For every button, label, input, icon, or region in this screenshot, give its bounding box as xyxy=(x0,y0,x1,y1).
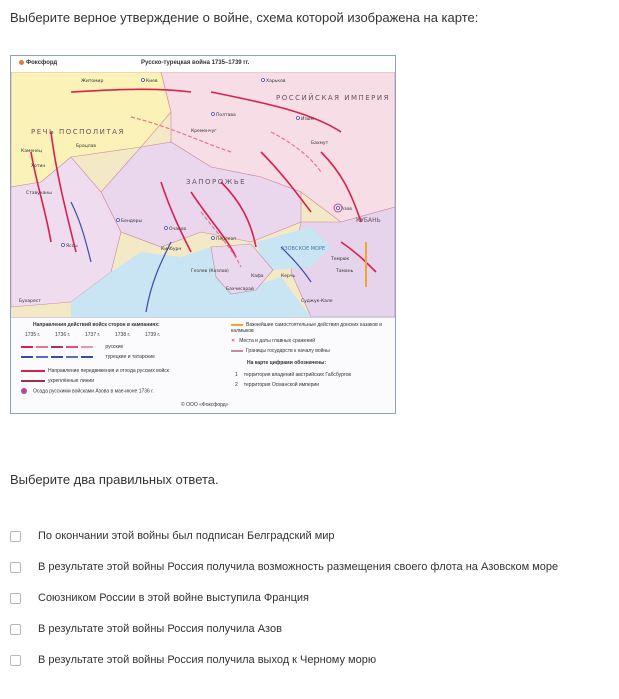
label-rzech: РЕЧЬ ПОСПОЛИТАЯ xyxy=(31,128,125,136)
legend-year-2: 1736 г. xyxy=(55,332,71,338)
answer-option-5[interactable] xyxy=(10,651,376,669)
answer-option-label: В результате этой войны Россия получила возможность размещения своего флота на Азовском море xyxy=(38,561,559,573)
legend-directions: Направления действий войск сторон в кампаниях: xyxy=(33,322,160,328)
label-perekop: Перекоп xyxy=(216,237,237,242)
map-legend: Направления действий войск сторон в кампаниях: 1735 г. 1736 г. 1737 г. 1738 г. 1739 г. русские турецкие и татарские Направление передвижения и отхода русских войск укреплённые линии Осада русскими войсками Азова в мае-июне 1736 г. Важнейшие самостоятельные действия донских казаков и калмыков ✕ Места и даты главных сражений Границы государств к началу войны На карте цифрами обозначены: 1 территория владений австрийских Габсбургов 2 территория Османской империи © ООО «Фоксфорд» xyxy=(11,317,395,414)
legend-battles: Места и даты главных сражений xyxy=(239,338,315,344)
brand-logo-icon xyxy=(19,60,24,65)
legend-swatch-1738 xyxy=(66,346,78,348)
label-kaffa: Кафа xyxy=(251,274,264,279)
legend-russian: русские xyxy=(105,344,124,350)
legend-copyright: © ООО «Фоксфорд» xyxy=(181,402,229,408)
label-sudzhuk: Суджук-Кале xyxy=(301,299,333,304)
label-zhitomir: Житомир xyxy=(81,79,104,84)
label-yassy: Яссы xyxy=(66,244,78,249)
answer-option-4[interactable] xyxy=(10,620,282,638)
label-zaporozhye: ЗАПОРОЖЬЕ xyxy=(186,178,247,186)
answer-option-label: По окончании этой войны был подписан Белградский мир xyxy=(38,530,335,542)
answer-option-label: В результате этой войны Россия получила Азов xyxy=(38,623,282,635)
legend-year-1: 1735 г. xyxy=(25,332,41,338)
legend-cossacks: Важнейшие самостоятельные действия донских казаков и калмыков xyxy=(231,322,383,334)
legend-turkish: турецкие и татарские xyxy=(105,354,155,360)
answer-option-label: В результате этой войны Россия получила выход к Черному морю xyxy=(38,654,377,666)
label-azov-sea: АЗОВСКОЕ МОРЕ xyxy=(281,246,326,252)
label-bucharest: Бухарест xyxy=(19,299,41,304)
historical-map xyxy=(10,55,396,414)
answer-option-3[interactable] xyxy=(10,589,309,607)
battle-cross-icon: ✕ xyxy=(231,338,236,344)
answer-option-2[interactable] xyxy=(10,558,558,576)
legend-swatch-1736 xyxy=(36,346,48,348)
map-brand: Фоксфорд xyxy=(19,60,57,66)
label-stavuchany: Ставучаны xyxy=(26,191,52,196)
legend-swatch-1735 xyxy=(21,346,33,348)
label-gezlev: Гезлев (Козлов) xyxy=(191,269,229,274)
answer-option-1[interactable] xyxy=(10,527,335,545)
legend-siege: Осада русскими войсками Азова в мае-июне 1736 г. xyxy=(33,388,154,395)
label-kharkov: Харьков xyxy=(266,79,286,84)
answer-option-label: Союзником России в этой войне выступила Франция xyxy=(38,592,309,604)
label-bender: Бендеры xyxy=(121,219,143,224)
answer-checkbox[interactable] xyxy=(10,624,21,635)
label-temryuk: Темрюк xyxy=(331,257,350,262)
answer-checkbox[interactable] xyxy=(10,562,21,573)
legend-year-3: 1737 г. xyxy=(85,332,101,338)
label-bakhchisaray: Бахчисарай xyxy=(226,287,254,292)
map-svg xyxy=(11,72,395,317)
label-russian-empire: РОССИЙСКАЯ ИМПЕРИЯ xyxy=(276,94,390,102)
legend-numbers-title: На карте цифрами обозначены: xyxy=(247,360,327,366)
legend-turkish-swatch xyxy=(21,356,33,358)
legend-swatch-1737 xyxy=(51,346,63,348)
legend-siege-icon xyxy=(21,388,27,394)
answer-instruction: Выберите два правильных ответа. xyxy=(10,472,219,487)
legend-year-4: 1738 г. xyxy=(115,332,131,338)
legend-swatch-1739 xyxy=(81,346,93,348)
label-kremenchug: Кременчуг xyxy=(191,129,217,134)
legend-year-5: 1739 г. xyxy=(145,332,161,338)
label-kerch: Керчь xyxy=(281,274,296,279)
question-text: Выберите верное утверждение о войне, схема которой изображена на карте: xyxy=(10,10,479,25)
legend-fort-line: укреплённые линии xyxy=(48,378,94,384)
map-title: Русско-турецкая война 1735–1739 гг. xyxy=(141,60,250,66)
label-kuban: КУБАНЬ xyxy=(356,217,381,224)
legend-num1: территория владений австрийских Габсбургов xyxy=(243,372,352,378)
answer-checkbox[interactable] xyxy=(10,531,21,542)
legend-retreat: Направление передвижения и отхода русских войск xyxy=(48,368,169,374)
map-area xyxy=(11,72,395,317)
label-bakhmut: Бахмут xyxy=(311,141,329,146)
label-kamenets: Каменец xyxy=(21,149,42,154)
label-azov: Азов xyxy=(341,207,352,212)
label-taman: Тамань xyxy=(336,269,354,274)
label-kiev: Киев xyxy=(146,79,158,84)
label-izyum: Изюм xyxy=(301,117,314,122)
label-bratslav: Брацлав xyxy=(76,144,97,149)
map-header xyxy=(11,56,395,73)
label-poltava: Полтава xyxy=(216,113,236,118)
answer-checkbox[interactable] xyxy=(10,655,21,666)
label-ochakov: Очаков xyxy=(169,227,187,232)
answer-checkbox[interactable] xyxy=(10,593,21,604)
label-kinburn: Кинбурн xyxy=(161,247,182,252)
legend-borders: Границы государств к началу войны xyxy=(246,348,330,354)
legend-num2: территория Османской империи xyxy=(243,382,319,388)
label-khotin: Хотин xyxy=(31,164,46,169)
